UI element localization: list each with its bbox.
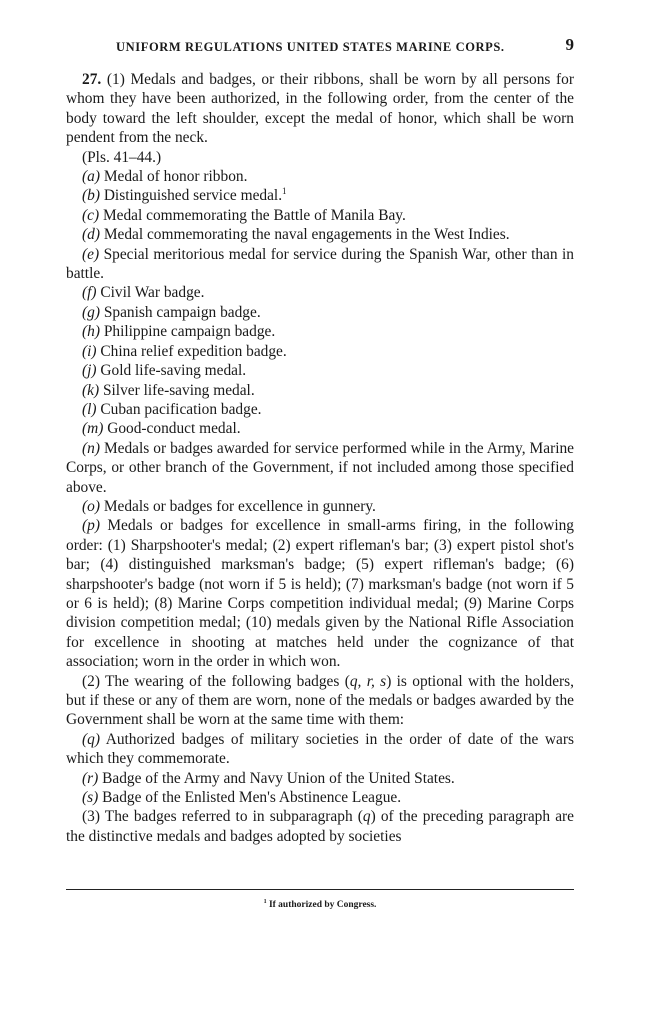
list-item bbox=[66, 788, 574, 807]
item-marker: (c) bbox=[82, 206, 100, 224]
item-marker: (j) bbox=[82, 362, 97, 380]
item-marker: (o) bbox=[82, 497, 100, 515]
footnote-rule bbox=[66, 889, 574, 890]
item-text: Medals or badges for excellence in small-arms firing, in the following order: (1) Sharpshooter's medal; (2) expert rifleman's bar; (3) expert pistol shot's bar; (4) distinguished marksman's badge; (5) expert rifleman's badge; (6) sharpshooter's badge (not worn if 5 is held); (7) marksman's badge (not worn if 5 or 6 is held); (8) Marine Corps competition individual medal; (9) Marine Corps division competition medal; (10) medals given by the National Rifle Association for excellence in shooting at matches held under the cognizance of that association; worn in the order in which won. bbox=[66, 517, 574, 671]
paragraph-3-post: ) of the preceding paragraph are the distinctive medals and badges adopted by societies bbox=[66, 808, 574, 845]
paragraph-3 bbox=[66, 807, 574, 846]
item-marker: (m) bbox=[82, 420, 104, 438]
footnote-number: 1 bbox=[263, 898, 267, 905]
item-text: Medals or badges for excellence in gunnery. bbox=[103, 497, 376, 515]
footnote-text: If authorized by Congress. bbox=[268, 900, 377, 910]
item-marker: (n) bbox=[82, 439, 100, 457]
list-item bbox=[66, 245, 574, 284]
section-intro bbox=[66, 70, 574, 148]
list-item bbox=[66, 361, 574, 380]
item-marker: (h) bbox=[82, 323, 100, 341]
item-marker: (k) bbox=[82, 381, 100, 399]
paragraph-2 bbox=[66, 672, 574, 730]
paragraph-2-post: ) is optional with the holders, but if these or any of them are worn, none of the medals or badges awarded by the Government shall be worn at the same time with them: bbox=[66, 672, 575, 729]
items-list bbox=[66, 167, 574, 672]
item-marker: (s) bbox=[82, 789, 99, 807]
list-item bbox=[66, 186, 574, 205]
item-marker: (p) bbox=[82, 517, 100, 535]
item-text: Badge of the Army and Navy Union of the United States. bbox=[102, 769, 455, 787]
list-item bbox=[66, 419, 574, 438]
items2-list bbox=[66, 730, 574, 808]
item-text: Distinguished service medal. bbox=[103, 187, 283, 205]
item-text: Silver life-saving medal. bbox=[102, 381, 255, 399]
item-text: Gold life-saving medal. bbox=[100, 362, 247, 380]
item-text: Good-conduct medal. bbox=[107, 420, 241, 438]
list-item bbox=[66, 322, 574, 341]
list-item bbox=[66, 167, 574, 186]
footnote bbox=[66, 900, 574, 910]
item-marker: (b) bbox=[82, 187, 100, 205]
paragraph-2-marks: q, r, s bbox=[349, 672, 387, 690]
plates-reference: (Pls. 41–44.) bbox=[82, 148, 162, 166]
item-marker: (f) bbox=[82, 284, 97, 302]
list-item bbox=[66, 283, 574, 302]
item-marker: (e) bbox=[82, 245, 100, 263]
running-header bbox=[66, 35, 574, 58]
item-text: Authorized badges of military societies in the order of date of the wars which they commemorate. bbox=[66, 730, 574, 768]
list-item bbox=[66, 769, 574, 788]
list-item bbox=[66, 225, 574, 244]
item-text: Cuban pacification badge. bbox=[100, 400, 262, 418]
item-text: Medal of honor ribbon. bbox=[103, 168, 248, 186]
section-number: 27. bbox=[82, 71, 102, 88]
item-text: China relief expedition badge. bbox=[100, 342, 287, 360]
body-text bbox=[66, 70, 574, 846]
list-item bbox=[66, 206, 574, 225]
item-text: Badge of the Enlisted Men's Abstinence League. bbox=[102, 789, 402, 807]
item-marker: (g) bbox=[82, 303, 100, 321]
item-text: Civil War badge. bbox=[100, 284, 205, 302]
item-marker: (r) bbox=[82, 769, 99, 787]
item-marker: (a) bbox=[82, 168, 100, 186]
list-item bbox=[66, 303, 574, 322]
item-text: Spanish campaign badge. bbox=[103, 303, 261, 321]
list-item bbox=[66, 516, 574, 671]
paragraph-3-pre: (3) The badges referred to in subparagraph ( bbox=[82, 808, 363, 826]
item-marker: (d) bbox=[82, 226, 100, 244]
list-item bbox=[66, 730, 574, 769]
item-text: Medal commemorating the naval engagements in the West Indies. bbox=[103, 226, 510, 244]
item-text: Medal commemorating the Battle of Manila Bay. bbox=[102, 206, 406, 224]
footnote-reference: 1 bbox=[282, 186, 287, 197]
item-text: Philippine campaign badge. bbox=[103, 323, 276, 341]
list-item bbox=[66, 342, 574, 361]
list-item bbox=[66, 497, 574, 516]
item-text: Special meritorious medal for service during the Spanish War, other than in battle. bbox=[66, 245, 574, 283]
running-title: UNIFORM REGULATIONS UNITED STATES MARINE CORPS. bbox=[116, 40, 505, 54]
section-intro-text: (1) Medals and badges, or their ribbons, shall be worn by all persons for whom they have been authorized, in the following order, from the center of the body toward the left shoulder, except the medal of honor, which shall be worn pendent from the neck. bbox=[66, 71, 574, 147]
item-marker: (q) bbox=[82, 730, 100, 748]
list-item bbox=[66, 439, 574, 497]
item-marker: (i) bbox=[82, 342, 97, 360]
list-item bbox=[66, 381, 574, 400]
paragraph-3-mark: q bbox=[362, 808, 371, 826]
list-item bbox=[66, 400, 574, 419]
item-marker: (l) bbox=[82, 400, 97, 418]
page-number: 9 bbox=[565, 35, 574, 54]
paragraph-2-pre: (2) The wearing of the following badges ( bbox=[82, 672, 350, 690]
item-text: Medals or badges awarded for service performed while in the Army, Marine Corps, or other branch of the Government, if not included among those specified above. bbox=[66, 439, 574, 496]
